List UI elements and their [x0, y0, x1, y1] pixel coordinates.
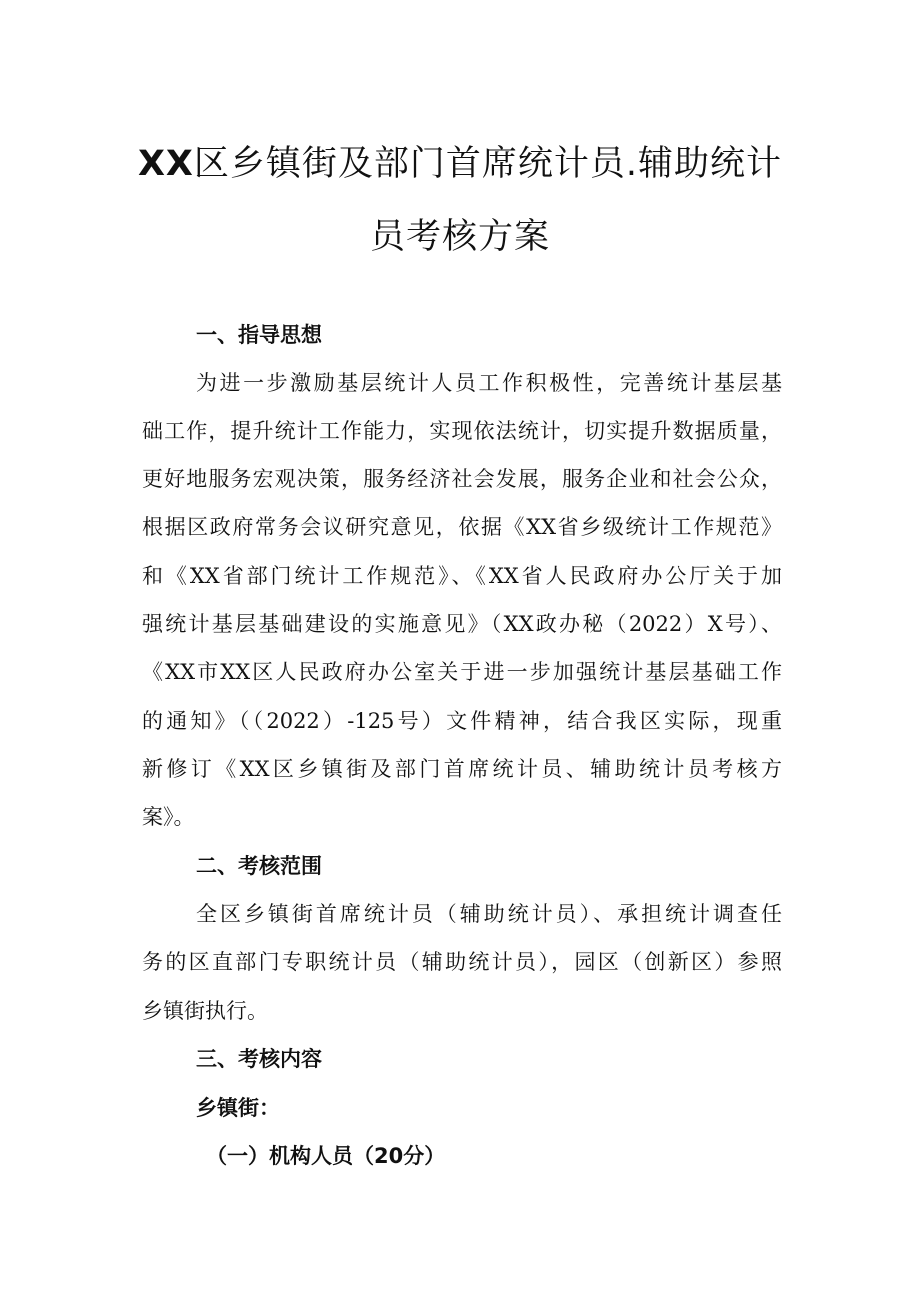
paragraph-line: 务的区直部门专职统计员（辅助统计员），园区（创新区）参照: [142, 950, 782, 974]
paragraph-line: 案》。: [142, 805, 195, 829]
paragraph-line: 强统计基层基础建设的实施意见》（XX政办秘（2022）X号）、: [142, 612, 782, 636]
paragraph-line: 全区乡镇街首席统计员（辅助统计员）、承担统计调查任: [196, 902, 782, 926]
item-heading-organization-personnel: （一）机构人员（20分）: [206, 1144, 446, 1168]
paragraph-line: 和《XX省部门统计工作规范》、《XX省人民政府办公厅关于加: [142, 564, 782, 588]
section-heading-content: 三、考核内容: [196, 1047, 322, 1071]
section-heading-scope: 二、考核范围: [196, 854, 322, 878]
paragraph-line: 乡镇街执行。: [142, 999, 268, 1023]
paragraph-line: 为进一步激励基层统计人员工作积极性，完善统计基层基: [196, 371, 782, 395]
title-prefix: XX: [137, 144, 194, 184]
paragraph-line: 更好地服务宏观决策，服务经济社会发展，服务企业和社会公众，: [142, 467, 782, 491]
title-line-1-rest: 区乡镇街及部门首席统计员.辅助统计: [193, 144, 783, 184]
paragraph-line: 的通知》（（2022）-125号）文件精神，结合我区实际，现重: [142, 709, 782, 733]
document-title-line-1: [0, 136, 920, 186]
paragraph-line: 根据区政府常务会议研究意见，依据《XX省乡级统计工作规范》: [142, 515, 782, 539]
sub-heading-townships: 乡镇街：: [196, 1096, 280, 1120]
section-heading-guiding-ideology: 一、指导思想: [196, 323, 322, 347]
document-title-line-2: 员考核方案: [369, 217, 550, 257]
paragraph-line: 础工作，提升统计工作能力，实现依法统计，切实提升数据质量，: [142, 419, 782, 443]
paragraph-line: 《XX市XX区人民政府办公室关于进一步加强统计基层基础工作: [142, 660, 782, 684]
paragraph-line: 新修订《XX区乡镇街及部门首席统计员、辅助统计员考核方: [142, 757, 782, 781]
